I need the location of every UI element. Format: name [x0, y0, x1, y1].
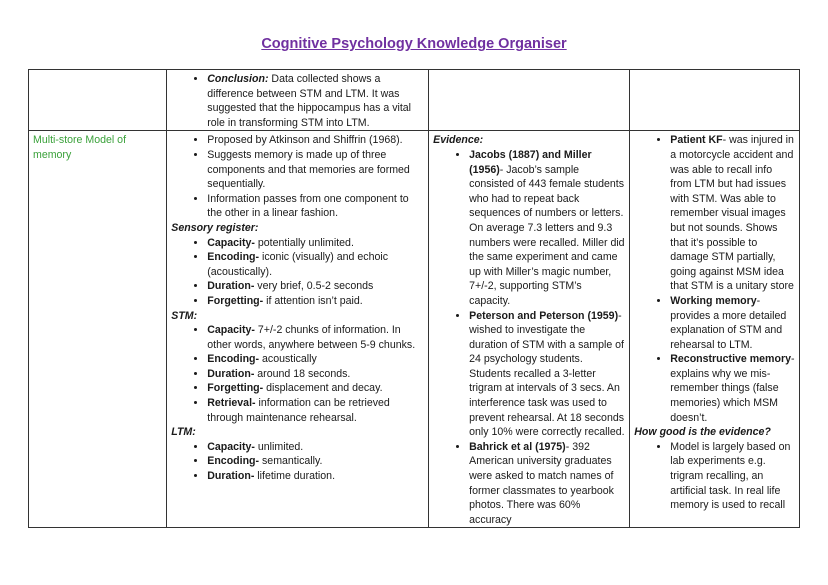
section-heading: Evidence: [433, 134, 484, 147]
conclusion-term: Conclusion: [207, 73, 269, 85]
list-item [207, 72, 424, 130]
content-cell [167, 131, 429, 528]
page-title: Cognitive Psychology Knowledge Organiser [261, 36, 567, 52]
table-row [29, 70, 800, 131]
conclusion-text: Data collected shows a difference between STM and LTM. It was suggested that the hippocampus has a vital role in transforming STM into LTM. [207, 73, 412, 129]
list-item: • Encoding- iconic (visually) and echoic (acoustically). [207, 250, 424, 279]
list-item: • Jacobs (1887) and Miller (1956)- Jacob’s sample consisted of 443 female students who had to repeat back sequences of numbers or letters. On average 7.3 letters and 9.3 numbers were recalled. Miller did the same experiment and came up with Miller’s magic number, 7+/-2, supporting STM’s capacity. [469, 148, 625, 309]
evaluation-cell [630, 131, 800, 528]
list-item: • Suggests memory is made up of three components and that memories are formed sequentially. [207, 148, 424, 192]
evidence-cell [429, 131, 630, 528]
list-item: • Model is largely based on lab experiments e.g. trigram recalling, an artificial task. In real life memory is used to recall [670, 440, 795, 513]
list-item: • Duration- around 18 seconds. [207, 367, 424, 382]
section-heading: Sensory register: [171, 221, 259, 234]
list-item: • Bahrick et al (1975)- 392 American university graduates were asked to match names of former classmates to yearbook photos. There was 60% accuracy [469, 440, 625, 528]
list-item: • Retrieval- information can be retrieved through maintenance rehearsal. [207, 396, 424, 425]
table-row [29, 131, 800, 528]
evaluation-cell [630, 70, 800, 131]
list-item: • Forgetting- if attention isn’t paid. [207, 294, 424, 309]
list-item: • Duration- lifetime duration. [207, 469, 424, 484]
knowledge-organiser-table [28, 69, 800, 528]
section-heading: LTM: [171, 426, 196, 439]
content-cell [167, 70, 429, 131]
topic-cell [29, 131, 167, 528]
list-item: • Forgetting- displacement and decay. [207, 381, 424, 396]
list-item: • Patient KF- was injured in a motorcycle accident and was able to recall info from LTM but had issues with STM. Was able to remember visual images but not sounds. Shows that it’s possible to damage STM partially, going against MSM idea that STM is a unitary store [670, 133, 795, 294]
list-item: • Capacity- unlimited. [207, 440, 424, 455]
section-heading: STM: [171, 309, 198, 322]
list-item: • Working memory- provides a more detailed explanation of STM and rehearsal to LTM. [670, 294, 795, 352]
topic-cell [29, 70, 167, 131]
section-heading: How good is the evidence? [634, 426, 771, 439]
list-item: • Capacity- potentially unlimited. [207, 236, 424, 251]
list-item: • Duration- very brief, 0.5-2 seconds [207, 279, 424, 294]
list-item: • Encoding- semantically. [207, 454, 424, 469]
topic-label: Multi-store Model of memory [33, 134, 127, 161]
list-item: • Capacity- 7+/-2 chunks of information. In other words, anywhere between 5-9 chunks. [207, 323, 424, 352]
evidence-cell [429, 70, 630, 131]
list-item: • Encoding- acoustically [207, 352, 424, 367]
list-item: • Proposed by Atkinson and Shiffrin (1968). [207, 133, 424, 148]
list-item: • Reconstructive memory- explains why we mis-remember things (false memories) which MSM doesn’t. [670, 352, 795, 425]
list-item: • Information passes from one component to the other in a linear fashion. [207, 192, 424, 221]
list-item: • Peterson and Peterson (1959)- wished to investigate the duration of STM with a sample of 24 psychology students. Students recalled a 3-letter trigram at intervals of 3 secs. An interference task was used to prevent rehearsal. At 18 seconds only 10% were correctly recalled. [469, 309, 625, 440]
